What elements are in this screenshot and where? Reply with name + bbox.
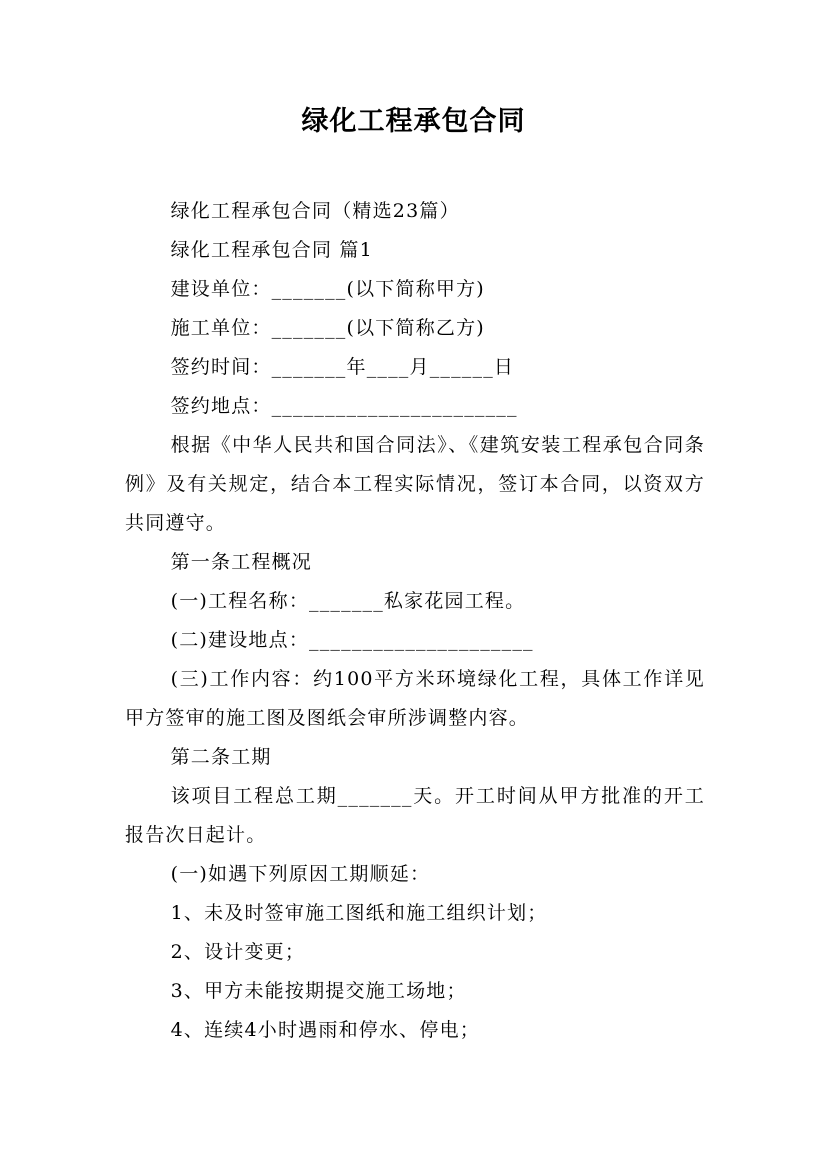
document-body: [125, 192, 705, 1050]
work-content-paragraph: (三)工作内容：约100平方米环境绿化工程，具体工作详见甲方签审的施工图及图纸会审所涉调整内容。: [125, 668, 705, 729]
construction-unit-line: 建设单位：_______(以下简称甲方): [170, 278, 485, 300]
list-item: 3、甲方未能按期提交施工场地；: [170, 980, 467, 1002]
signing-date-line: 签约时间：_______年____月______日: [170, 356, 515, 378]
project-location-line: (二)建设地点：_____________________: [170, 629, 534, 651]
subtitle-paragraph: 绿化工程承包合同（精选23篇）: [170, 200, 460, 222]
duration-paragraph: 该项目工程总工期_______天。开工时间从甲方批准的开工报告次日起计。: [125, 785, 705, 846]
contractor-unit-line: 施工单位：_______(以下简称乙方): [170, 317, 485, 339]
project-name-line: (一)工程名称：_______私家花园工程。: [170, 590, 526, 612]
list-item: 2、设计变更；: [170, 941, 306, 963]
list-item: 1、未及时签审施工图纸和施工组织计划；: [170, 902, 548, 924]
extension-intro-line: (一)如遇下列原因工期顺延：: [170, 863, 431, 885]
signing-place-line: 签约地点：_______________________: [170, 395, 518, 417]
legal-basis-paragraph: 根据《中华人民共和国合同法》、《建筑安装工程承包合同条例》及有关规定，结合本工程实际情况，签订本合同，以资双方共同遵守。: [125, 434, 705, 534]
list-item: 4、连续4小时遇雨和停水、停电；: [170, 1019, 480, 1041]
document-title: 绿化工程承包合同: [301, 106, 526, 137]
article-one-heading: 第一条工程概况: [170, 551, 312, 573]
section-heading: 绿化工程承包合同 篇1: [170, 239, 373, 261]
article-two-heading: 第二条工期: [170, 746, 272, 768]
